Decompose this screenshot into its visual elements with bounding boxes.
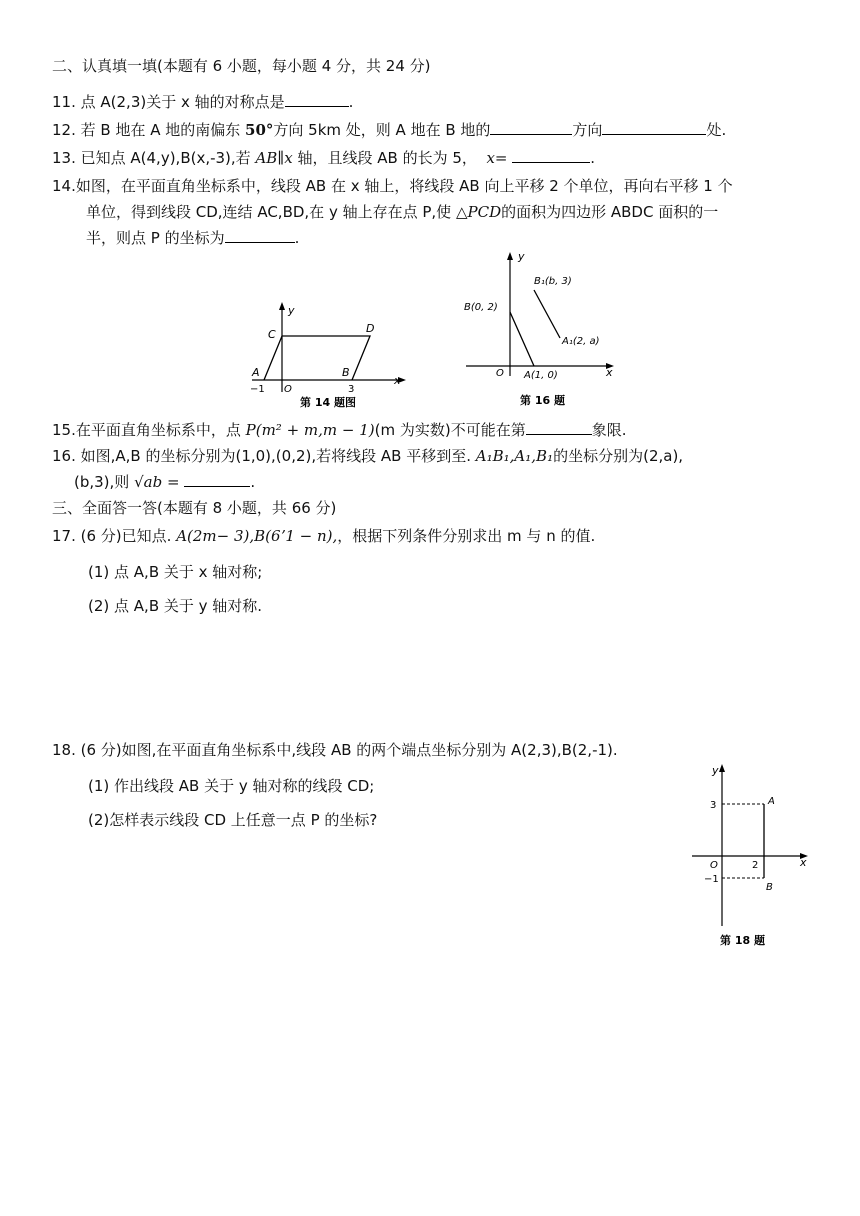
fig16-label-B1: B₁(b, 3) bbox=[534, 276, 572, 287]
fig16-label-x: x bbox=[606, 366, 613, 379]
fig18-label-A: A bbox=[768, 796, 775, 807]
answer-blank-12b[interactable] bbox=[602, 120, 706, 135]
fig14-label-O: O bbox=[284, 384, 292, 395]
answer-blank-13[interactable] bbox=[512, 148, 590, 163]
fig16-label-B: B(0, 2) bbox=[464, 302, 498, 313]
fig18-label-3: 3 bbox=[710, 800, 717, 811]
question-12 bbox=[52, 120, 726, 140]
answer-blank-15[interactable] bbox=[526, 420, 592, 435]
question-14-line-1: 14.如图，在平面直角坐标系中，线段 AB 在 x 轴上，将线段 AB 向上平移 2 个单位，再向右平移 1 个 bbox=[52, 177, 733, 195]
question-15 bbox=[52, 420, 627, 440]
answer-blank-11[interactable] bbox=[285, 92, 349, 107]
question-17 bbox=[52, 526, 595, 546]
fig16-label-A1: A₁(2, a) bbox=[562, 336, 600, 347]
section-2-heading: 二、认真填一填(本题有 6 小题，每小题 4 分，共 24 分) bbox=[52, 57, 431, 75]
question-12-mid1: 方向 5km 处，则 A 地在 B 地的 bbox=[273, 121, 491, 139]
question-13-end: . bbox=[590, 149, 596, 167]
fig14-label-D: D bbox=[366, 322, 375, 335]
question-12-angle: 50° bbox=[245, 121, 274, 139]
question-14-line-3 bbox=[86, 228, 299, 248]
figure-16 bbox=[462, 248, 620, 408]
question-14-triangle: △PCD bbox=[455, 203, 502, 221]
question-15-prefix: 15.在平面直角坐标系中，点 bbox=[52, 421, 241, 439]
question-16-segment: A₁B₁,A₁,B₁ bbox=[475, 447, 554, 465]
question-12-end: 处. bbox=[706, 121, 727, 139]
question-16-expression: √ab = bbox=[134, 473, 180, 491]
section-3-heading: 三、全面答一答(本题有 8 小题，共 66 分) bbox=[52, 499, 337, 517]
question-11 bbox=[52, 92, 353, 112]
fig18-label-x: x bbox=[800, 856, 807, 869]
fig18-label-y: y bbox=[712, 764, 719, 777]
question-16-line-2a: (b,3),则 bbox=[74, 473, 130, 491]
question-12-mid2: 方向 bbox=[572, 121, 603, 139]
question-14-end: . bbox=[294, 229, 300, 247]
fig14-caption: 第 14 题图 bbox=[300, 396, 356, 409]
question-11-end: . bbox=[348, 93, 354, 111]
question-13 bbox=[52, 148, 595, 168]
question-13-condition: AB∥x bbox=[255, 149, 293, 167]
question-11-text: 11. 点 A(2,3)关于 x 轴的对称点是 bbox=[52, 93, 285, 111]
question-13-var: x= bbox=[486, 149, 508, 167]
question-15-end: 象限. bbox=[591, 421, 627, 439]
question-14-line-3-text: 半，则点 P 的坐标为 bbox=[86, 229, 225, 247]
question-13-prefix: 13. 已知点 A(4,y),B(x,-3),若 bbox=[52, 149, 251, 167]
figure-14 bbox=[244, 300, 414, 412]
fig16-label-O: O bbox=[496, 368, 504, 379]
fig18-label-neg1: −1 bbox=[704, 874, 719, 885]
question-18-part-2: (2)怎样表示线段 CD 上任意一点 P 的坐标? bbox=[88, 811, 378, 829]
figure-18 bbox=[690, 760, 814, 956]
question-14-line-2b: 的面积为四边形 ABDC 面积的一 bbox=[501, 203, 719, 221]
question-15-point: P(m² + m,m − 1) bbox=[245, 421, 375, 439]
fig14-label-A: A bbox=[252, 366, 260, 379]
question-18-part-1: (1) 作出线段 AB 关于 y 轴对称的线段 CD; bbox=[88, 777, 375, 795]
fig16-label-A: A(1, 0) bbox=[524, 370, 558, 381]
fig18-label-O: O bbox=[710, 860, 718, 871]
question-18: 18. (6 分)如图,在平面直角坐标系中,线段 AB 的两个端点坐标分别为 A(2,3),B(2,-1). bbox=[52, 741, 618, 759]
question-17-suffix: ，根据下列条件分别求出 m 与 n 的值. bbox=[337, 527, 596, 545]
question-16-end: . bbox=[250, 473, 256, 491]
question-14-line-2 bbox=[86, 202, 718, 222]
question-17-part-2: (2) 点 A,B 关于 y 轴对称. bbox=[88, 597, 263, 615]
question-17-part-1: (1) 点 A,B 关于 x 轴对称; bbox=[88, 563, 263, 581]
question-13-mid: 轴，且线段 AB 的长为 5， bbox=[297, 149, 477, 167]
fig14-label-neg1: −1 bbox=[250, 384, 265, 395]
answer-blank-16[interactable] bbox=[184, 472, 250, 487]
fig16-label-y: y bbox=[518, 250, 525, 263]
question-17-prefix: 17. (6 分)已知点. bbox=[52, 527, 172, 545]
answer-blank-14[interactable] bbox=[225, 228, 295, 243]
fig14-label-C: C bbox=[268, 328, 276, 341]
question-16-line-1b: 的坐标分别为(2,a), bbox=[553, 447, 684, 465]
fig14-label-y: y bbox=[288, 304, 295, 317]
fig18-caption: 第 18 题 bbox=[720, 934, 765, 947]
question-16-line-1a: 16. 如图,A,B 的坐标分别为(1,0),(0,2),若将线段 AB 平移到至. bbox=[52, 447, 471, 465]
fig14-label-x: x bbox=[394, 374, 401, 387]
fig18-label-B: B bbox=[766, 882, 773, 893]
question-15-mid: (m 为实数)不可能在第 bbox=[374, 421, 526, 439]
answer-blank-12a[interactable] bbox=[490, 120, 572, 135]
question-16-line-1 bbox=[52, 446, 683, 466]
fig18-label-2: 2 bbox=[752, 860, 759, 871]
question-17-points: A(2m− 3),B(6ʼ1 − n), bbox=[176, 527, 338, 545]
question-14-line-2a: 单位，得到线段 CD,连结 AC,BD,在 y 轴上存在点 P,使 bbox=[86, 203, 452, 221]
fig14-label-B: B bbox=[342, 366, 350, 379]
fig14-label-3: 3 bbox=[348, 384, 355, 395]
fig16-caption: 第 16 题 bbox=[520, 394, 565, 407]
question-16-line-2 bbox=[74, 472, 255, 492]
question-12-prefix: 12. 若 B 地在 A 地的南偏东 bbox=[52, 121, 241, 139]
